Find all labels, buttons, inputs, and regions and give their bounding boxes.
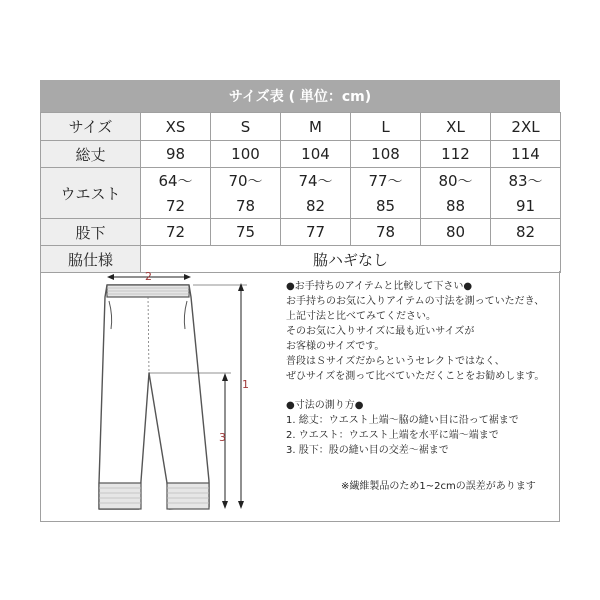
measure-label-2: 2 [145,271,152,283]
table-cell [351,168,421,219]
row-label: 股下 [41,219,141,246]
header-cell: L [351,113,421,141]
row-label: ウエスト [41,168,141,219]
method-heading: ●寸法の測り方● [286,400,364,411]
table-cell [281,168,351,219]
measurement-panel [40,271,560,522]
row-label: 総丈 [41,141,141,168]
pants-diagram [41,271,281,521]
table-cell: 72 [141,219,211,246]
table-cell: 104 [281,141,351,168]
range-max: 91 [515,196,536,215]
table-header-row [41,113,561,141]
range-max: 78 [235,196,256,215]
table-row [41,246,561,273]
advice-line: お手持ちのお気に入りアイテムの寸法を測っていただき、 [286,296,545,307]
table-cell: 75 [211,219,281,246]
advice-line: 上記寸法と比べてみてください。 [286,311,436,322]
header-cell: 2XL [491,113,561,141]
header-cell: XL [421,113,491,141]
size-table [40,112,561,273]
method-line: 1. 総丈：ウエスト上端～脇の縫い目に沿って裾まで [286,415,519,426]
table-cell [141,168,211,219]
table-cell: 112 [421,141,491,168]
table-cell: 114 [491,141,561,168]
size-chart [40,80,560,522]
range-min: 83～ [508,171,543,190]
table-row [41,219,561,246]
header-cell: サイズ [41,113,141,141]
row-label: 脇仕様 [41,246,141,273]
range-min: 74～ [298,171,333,190]
header-cell: M [281,113,351,141]
pants-outline [99,285,209,509]
advice-heading: ●お手持ちのアイテムと比較して下さい● [286,281,473,292]
table-cell [421,168,491,219]
table-cell: 80 [421,219,491,246]
size-advice [286,279,558,458]
header-cell: XS [141,113,211,141]
range-min: 64～ [158,171,193,190]
range-min: 70～ [228,171,263,190]
table-row [41,168,561,219]
advice-line: お客様のサイズです。 [286,341,385,352]
table-cell: 100 [211,141,281,168]
left-cuff [99,483,141,509]
table-cell: 77 [281,219,351,246]
method-line: 3. 股下：股の縫い目の交差～裾まで [286,445,449,456]
table-row [41,141,561,168]
advice-line: ぜひサイズを測って比べていただくことをお勧めします。 [286,371,545,382]
advice-line: 普段はＳサイズだからというセレクトではなく、 [286,356,505,367]
range-max: 82 [305,196,326,215]
advice-line: そのお気に入りサイズに最も近いサイズが [286,326,475,337]
table-cell: 78 [351,219,421,246]
table-cell: 82 [491,219,561,246]
table-cell [211,168,281,219]
table-cell: 108 [351,141,421,168]
header-cell: S [211,113,281,141]
table-cell: 98 [141,141,211,168]
table-cell [491,168,561,219]
range-min: 80～ [438,171,473,190]
range-min: 77～ [368,171,403,190]
tolerance-footnote: ※繊維製品のため1~2cmの誤差があります [341,481,536,492]
method-line: 2. ウエスト：ウエスト上端を水平に端～端まで [286,430,499,441]
measure-label-1: 1 [242,378,249,391]
range-max: 88 [445,196,466,215]
range-max: 72 [165,196,186,215]
table-cell: 脇ハギなし [141,246,561,273]
size-chart-title: サイズ表 ( 単位：cm) [40,80,560,112]
right-cuff [167,483,209,509]
range-max: 85 [375,196,396,215]
measure-label-3: 3 [219,431,226,444]
